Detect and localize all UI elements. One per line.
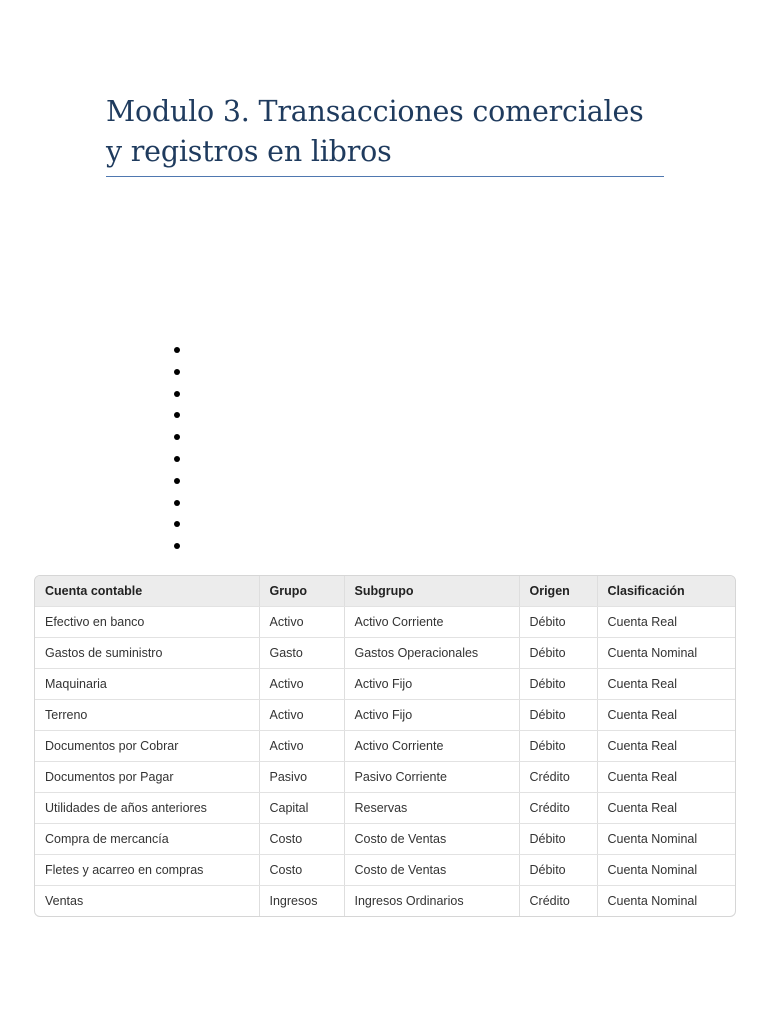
cell-subgrupo: Reservas [344, 793, 519, 824]
cell-origen: Débito [519, 855, 597, 886]
cell-cuenta-contable: Compra de mercancía [35, 824, 259, 855]
table-header-row [35, 576, 735, 607]
cell-origen: Crédito [519, 793, 597, 824]
bullet-item [172, 341, 184, 363]
table-row [35, 669, 735, 700]
cell-cuenta-contable: Documentos por Pagar [35, 762, 259, 793]
bullet-item [172, 494, 184, 516]
table-row [35, 855, 735, 886]
header-grupo: Grupo [259, 576, 344, 607]
table-row [35, 638, 735, 669]
header-clasificacion: Clasificación [597, 576, 735, 607]
cell-origen: Débito [519, 638, 597, 669]
cell-grupo: Costo [259, 824, 344, 855]
cell-cuenta-contable: Maquinaria [35, 669, 259, 700]
cell-origen: Crédito [519, 762, 597, 793]
cell-origen: Débito [519, 669, 597, 700]
bullet-list [172, 341, 184, 559]
cell-cuenta-contable: Utilidades de años anteriores [35, 793, 259, 824]
cell-clasificacion: Cuenta Nominal [597, 638, 735, 669]
cell-grupo: Activo [259, 607, 344, 638]
bullet-item [172, 385, 184, 407]
cell-clasificacion: Cuenta Real [597, 731, 735, 762]
cell-subgrupo: Costo de Ventas [344, 855, 519, 886]
cell-clasificacion: Cuenta Real [597, 762, 735, 793]
bullet-item [172, 450, 184, 472]
cell-grupo: Activo [259, 669, 344, 700]
cell-grupo: Activo [259, 700, 344, 731]
cell-grupo: Capital [259, 793, 344, 824]
cell-clasificacion: Cuenta Nominal [607, 894, 698, 908]
table-row [35, 607, 735, 638]
cell-clasificacion: Cuenta Nominal [597, 824, 735, 855]
cell-origen: Débito [519, 731, 597, 762]
cell-clasificacion: Cuenta Real [597, 700, 735, 731]
cell-clasificacion: Cuenta Nominal [597, 855, 735, 886]
cell-subgrupo: Activo Fijo [344, 669, 519, 700]
cell-clasificacion: Cuenta Real [597, 607, 735, 638]
table-row [35, 700, 735, 731]
bullet-item [172, 515, 184, 537]
header-origen: Origen [519, 576, 597, 607]
header-cuenta-contable: Cuenta contable [35, 576, 259, 607]
cell-grupo: Pasivo [259, 762, 344, 793]
cell-subgrupo: Activo Corriente [344, 731, 519, 762]
cell-cuenta-contable: Documentos por Cobrar [35, 731, 259, 762]
accounts-table [35, 576, 735, 916]
cell-subgrupo: Gastos Operacionales [344, 638, 519, 669]
cell-origen: Débito [519, 607, 597, 638]
cell-clasificacion: Cuenta Real [597, 793, 735, 824]
table-row [35, 762, 735, 793]
cell-grupo: Ingresos [259, 886, 344, 917]
cell-subgrupo: Pasivo Corriente [344, 762, 519, 793]
table-row [35, 824, 735, 855]
cell-origen: Crédito [519, 886, 597, 917]
cell-grupo: Costo [259, 855, 344, 886]
cell-clasificacion: Cuenta Real [597, 669, 735, 700]
page-title: Modulo 3. Transacciones comerciales y registros en libros [106, 95, 644, 168]
cell-cuenta-contable: Fletes y acarreo en compras [35, 855, 259, 886]
cell-cuenta-contable: Terreno [35, 700, 259, 731]
header-subgrupo: Subgrupo [344, 576, 519, 607]
cell-origen: Débito [519, 700, 597, 731]
cell-subgrupo: Activo Fijo [344, 700, 519, 731]
bullet-item [172, 363, 184, 385]
accounts-table-container [34, 575, 736, 917]
cell-origen: Débito [519, 824, 597, 855]
table-row [35, 793, 735, 824]
bullet-item [172, 537, 184, 559]
cell-cuenta-contable: Ventas [35, 886, 259, 917]
table-row [35, 731, 735, 762]
bullet-item [172, 406, 184, 428]
cell-subgrupo: Costo de Ventas [344, 824, 519, 855]
cell-subgrupo: Ingresos Ordinarios [344, 886, 519, 917]
title-divider [106, 176, 664, 177]
cell-subgrupo: Activo Corriente [344, 607, 519, 638]
table-body [35, 607, 735, 917]
table-row [35, 886, 735, 917]
bullet-item [172, 428, 184, 450]
cell-cuenta-contable: Efectivo en banco [35, 607, 259, 638]
bullet-item [172, 472, 184, 494]
cell-cuenta-contable: Gastos de suministro [35, 638, 259, 669]
cell-grupo: Gasto [259, 638, 344, 669]
cell-grupo: Activo [259, 731, 344, 762]
